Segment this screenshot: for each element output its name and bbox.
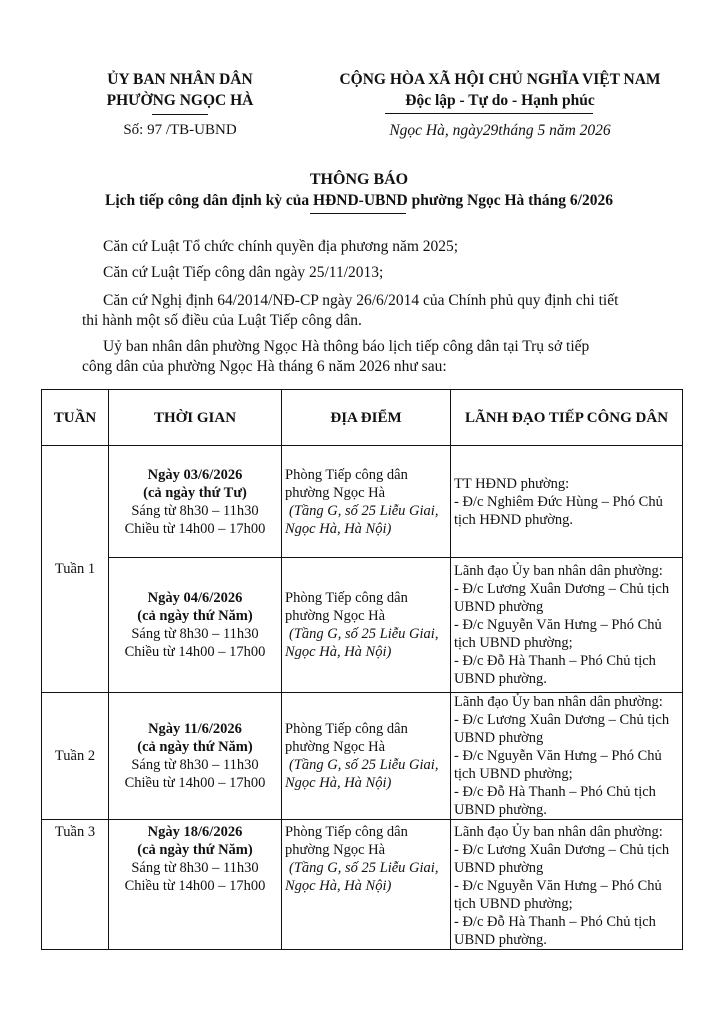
schedule-table [41,389,683,950]
leader-cell [451,446,683,558]
leader-line: Lãnh đạo Ủy ban nhân dân phường: [454,694,663,710]
document-number: Số: 97 /TB-UBND [123,122,237,138]
schedule-afternoon: Chiều từ 14h00 – 17h00 [124,520,266,537]
leader-line: tịch UBND phường; [454,766,573,782]
date-day: 29 [482,122,499,139]
leader-line: - Đ/c Lương Xuân Dương – Chủ tịch [454,581,670,597]
header-leader: LÃNH ĐẠO TIẾP CÔNG DÂN [451,390,683,446]
schedule-date: Ngày 11/6/2026 [148,721,242,737]
header-location: ĐỊA ĐIỂM [282,390,451,446]
paragraph-legal-basis-3-line1: Căn cứ Nghị định 64/2014/NĐ-CP ngày 26/6/2014 của Chính phủ quy định chi tiết [103,292,619,309]
leader-line: UBND phường [454,730,544,746]
organization-block [60,69,300,111]
leader-line: Lãnh đạo Ủy ban nhân dân phường: [454,563,663,579]
leader-line: UBND phường. [454,802,547,818]
notice-subtitle: Lịch tiếp công dân định kỳ của HĐND-UBND phường Ngọc Hà tháng 6/2026 [105,192,613,209]
date-month-year: tháng 5 năm 2026 [498,122,611,139]
location-city: Ngọc Hà, Hà Nội) [285,775,392,791]
schedule-date: Ngày 04/6/2026 [147,590,243,606]
paragraph-announcement-line1: Uỷ ban nhân dân phường Ngọc Hà thông báo lịch tiếp công dân tại Trụ sở tiếp [103,338,590,355]
leader-line: UBND phường. [454,932,547,948]
leader-line: - Đ/c Lương Xuân Dương – Chủ tịch [454,712,670,728]
title-underline [310,213,406,214]
location-city: Ngọc Hà, Hà Nội) [285,878,392,894]
week-cell: Tuần 1 [42,446,109,693]
week-cell: Tuần 2 [42,693,109,820]
header-time: THỜI GIAN [109,390,282,446]
location-name: Phòng Tiếp công dân [285,721,408,737]
location-cell [282,558,451,693]
leader-line: Lãnh đạo Ủy ban nhân dân phường: [454,824,663,840]
location-ward: phường Ngọc Hà [285,739,386,755]
table-row [42,820,683,950]
nation-name: CỘNG HÒA XÃ HỘI CHỦ NGHĨA VIỆT NAM [339,71,661,88]
schedule-morning: Sáng từ 8h30 – 11h30 [131,860,259,876]
schedule-afternoon: Chiều từ 14h00 – 17h00 [124,644,266,660]
leader-line: tịch HĐND phường. [454,511,574,528]
table-row [42,693,683,820]
paragraph-announcement-line2: công dân của phường Ngọc Hà tháng 6 năm 2026 như sau: [82,358,447,375]
leader-cell [451,693,683,820]
time-cell [109,558,282,693]
leader-line: - Đ/c Đỗ Hà Thanh – Phó Chủ tịch [454,653,656,669]
schedule-day: (cả ngày thứ Năm) [137,608,253,624]
motto-underline [385,113,593,114]
table-row [42,558,683,693]
nation-block [300,69,700,111]
schedule-morning: Sáng từ 8h30 – 11h30 [131,757,259,773]
leader-line: UBND phường [454,860,544,876]
location-city: Ngọc Hà, Hà Nội) [285,644,392,660]
schedule-afternoon: Chiều từ 14h00 – 17h00 [124,775,266,791]
leader-line: - Đ/c Nguyễn Văn Hưng – Phó Chủ [454,617,662,633]
leader-line: - Đ/c Nghiêm Đức Hùng – Phó Chủ [454,493,663,510]
location-cell [282,446,451,558]
leader-cell [451,820,683,950]
leader-line: tịch UBND phường; [454,635,573,651]
motto: Độc lập - Tự do - Hạnh phúc [405,92,595,109]
schedule-morning: Sáng từ 8h30 – 11h30 [131,626,259,642]
header-week: TUẦN [42,390,109,446]
paragraph-legal-basis-3-line2: thi hành một số điều của Luật Tiếp công dân. [82,312,362,329]
location-name: Phòng Tiếp công dân [285,466,408,483]
time-cell [109,820,282,950]
leader-line: - Đ/c Nguyễn Văn Hưng – Phó Chủ [454,748,662,764]
leader-line: TT HĐND phường: [454,475,570,492]
date-place: Ngọc Hà, ngày [389,122,483,139]
schedule-morning: Sáng từ 8h30 – 11h30 [131,502,259,519]
leader-line: - Đ/c Nguyễn Văn Hưng – Phó Chủ [454,878,662,894]
schedule-date: Ngày 03/6/2026 [147,466,243,483]
leader-cell [451,558,683,693]
paragraph-legal-basis-1: Căn cứ Luật Tổ chức chính quyền địa phương năm 2025; [103,238,459,255]
location-name: Phòng Tiếp công dân [285,590,408,606]
location-address: (Tầng G, số 25 Liễu Giai, [289,626,439,642]
leader-line: - Đ/c Lương Xuân Dương – Chủ tịch [454,842,670,858]
org-name-line1: ỦY BAN NHÂN DÂN [107,71,253,88]
leader-line: UBND phường. [454,671,547,687]
leader-line: UBND phường [454,599,544,615]
week-cell: Tuần 3 [42,820,109,950]
location-ward: phường Ngọc Hà [285,842,386,858]
location-city: Ngọc Hà, Hà Nội) [285,520,392,537]
table-header-row [42,390,683,446]
leader-line: tịch UBND phường; [454,896,573,912]
location-name: Phòng Tiếp công dân [285,824,408,840]
location-address: (Tầng G, số 25 Liễu Giai, [289,502,439,519]
leader-line: - Đ/c Đỗ Hà Thanh – Phó Chủ tịch [454,914,656,930]
time-cell [109,446,282,558]
schedule-day: (cả ngày thứ Tư) [143,484,247,501]
leader-line: - Đ/c Đỗ Hà Thanh – Phó Chủ tịch [454,784,656,800]
location-address: (Tầng G, số 25 Liễu Giai, [289,757,439,773]
table-row [42,446,683,558]
time-cell [109,693,282,820]
location-ward: phường Ngọc Hà [285,484,386,501]
schedule-date: Ngày 18/6/2026 [147,824,243,840]
notice-title: THÔNG BÁO [309,171,409,188]
location-cell [282,820,451,950]
location-address: (Tầng G, số 25 Liễu Giai, [289,860,439,876]
paragraph-legal-basis-2: Căn cứ Luật Tiếp công dân ngày 25/11/2013; [103,264,384,281]
location-cell [282,693,451,820]
org-name-line2: PHƯỜNG NGỌC HÀ [106,92,254,109]
schedule-day: (cả ngày thứ Năm) [137,739,253,755]
date-line [300,122,700,140]
schedule-day: (cả ngày thứ Năm) [137,842,253,858]
org-underline [152,114,208,115]
schedule-afternoon: Chiều từ 14h00 – 17h00 [124,878,266,894]
location-ward: phường Ngọc Hà [285,608,386,624]
